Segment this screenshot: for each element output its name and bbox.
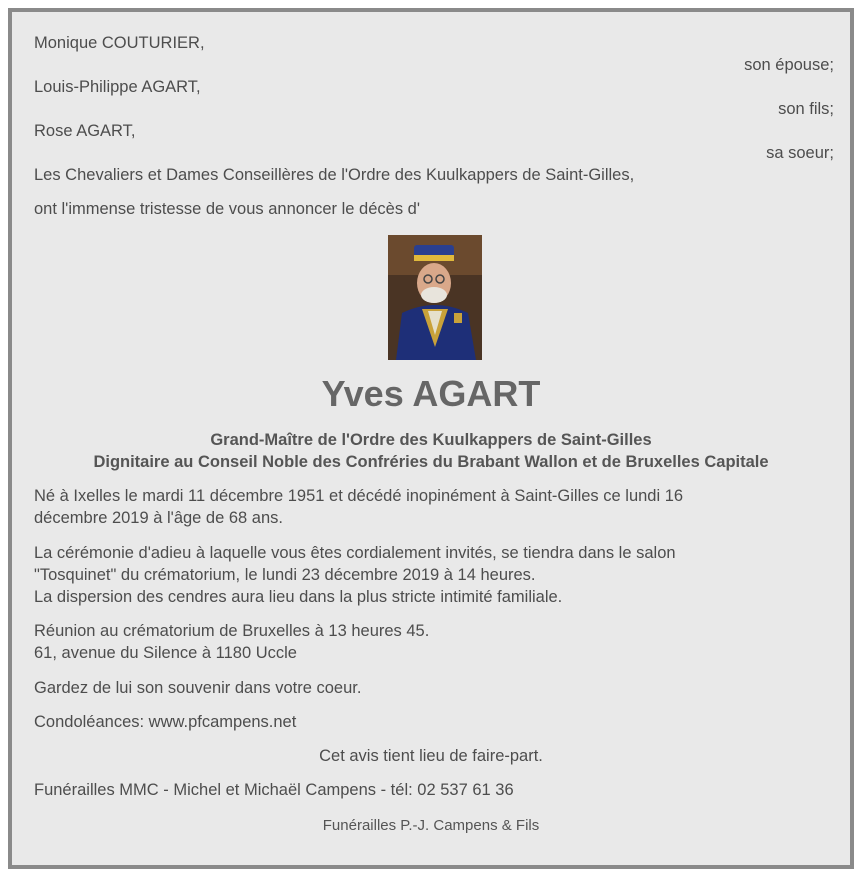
ceremony-line-1: La cérémonie d'adieu à laquelle vous êtes cordialement invités, se tiendra dans le salon [34, 544, 676, 562]
funeral-home-line: Funérailles MMC - Michel et Michaël Campens - tél: 02 537 61 36 [34, 781, 514, 799]
deceased-title-1: Grand-Maître de l'Ordre des Kuulkappers de Saint-Gilles [210, 431, 652, 449]
ceremony-line-2: "Tosquinet" du crématorium, le lundi 23 décembre 2019 à 14 heures. [34, 566, 536, 584]
portrait-photo [388, 235, 482, 360]
condolences-line: Condoléances: www.pfcampens.net [34, 713, 297, 731]
ceremony-line-3: La dispersion des cendres aura lieu dans la plus stricte intimité familiale. [34, 588, 563, 606]
portrait-illustration [388, 235, 482, 360]
sister-role: sa soeur; [766, 144, 834, 162]
son-role: son fils; [778, 100, 834, 118]
spouse-name: Monique COUTURIER, [34, 34, 205, 52]
notice-line: Cet avis tient lieu de faire-part. [319, 747, 543, 765]
obituary-card [8, 8, 854, 869]
footer-signature: Funérailles P.-J. Campens & Fils [322, 817, 540, 834]
birth-death-line-1: Né à Ixelles le mardi 11 décembre 1951 et décédé inopinément à Saint-Gilles ce lundi 16 [34, 487, 684, 505]
announcement: ont l'immense tristesse de vous annoncer le décès d' [34, 200, 421, 218]
deceased-name: Yves AGART [321, 373, 541, 414]
memory-line: Gardez de lui son souvenir dans votre coeur. [34, 679, 362, 697]
deceased-title-2: Dignitaire au Conseil Noble des Confréries du Brabant Wallon et de Bruxelles Capitale [93, 453, 769, 471]
meeting-line-2: 61, avenue du Silence à 1180 Uccle [34, 644, 297, 662]
order-members: Les Chevaliers et Dames Conseillères de l'Ordre des Kuulkappers de Saint-Gilles, [34, 166, 635, 184]
meeting-line-1: Réunion au crématorium de Bruxelles à 13 heures 45. [34, 622, 430, 640]
spouse-role: son épouse; [744, 56, 834, 74]
son-name: Louis-Philippe AGART, [34, 78, 201, 96]
birth-death-line-2: décembre 2019 à l'âge de 68 ans. [34, 509, 283, 527]
sister-name: Rose AGART, [34, 122, 136, 140]
